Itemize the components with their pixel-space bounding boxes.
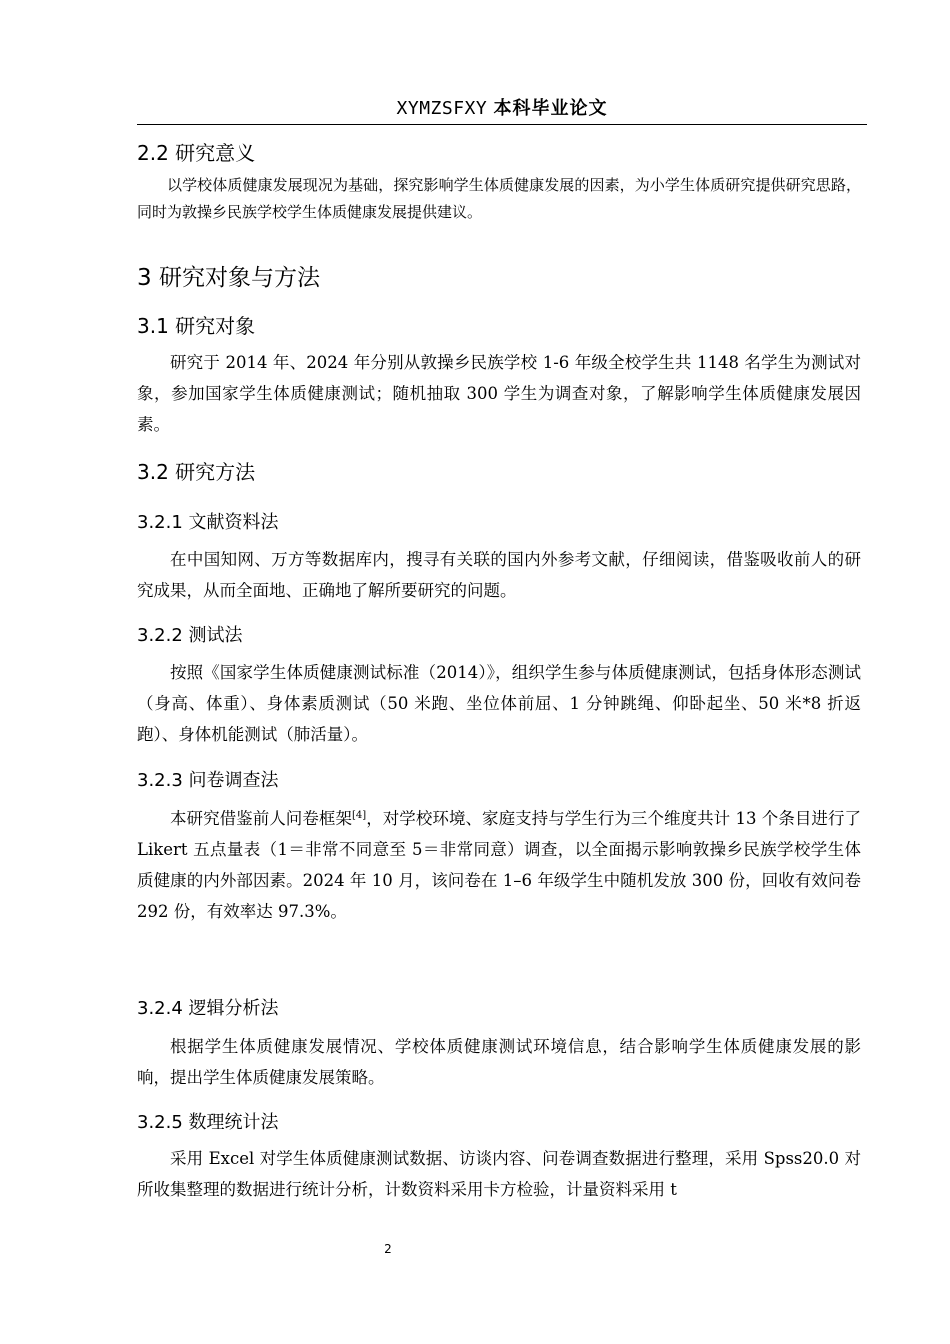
heading-3: 3 研究对象与方法	[137, 265, 320, 291]
paragraph-2-2: 以学校体质健康发展现况为基础，探究影响学生体质健康发展的因素，为小学生体质研究提供研究思路，同时为敦操乡民族学校学生体质健康发展提供建议。	[137, 176, 861, 221]
heading-3-2: 3.2 研究方法	[137, 460, 256, 484]
header-subtitle: 本科毕业论文	[493, 98, 608, 119]
paragraph-3-2-3-text-a: 本研究借鉴前人问卷框架	[170, 809, 352, 828]
paragraph-3-2-2: 按照《国家学生体质健康测试标准（2014）》，组织学生参与体质健康测试，包括身体形态测试（身高、体重）、身体素质测试（50 米跑、坐位体前屈、1 分钟跳绳、仰卧起坐、50 米*8 折返跑）、身体机能测试（肺活量）。	[137, 663, 861, 744]
paragraph-3-2-3	[137, 803, 861, 927]
header-institution: XYMZSFXY	[396, 98, 488, 119]
paragraph-3-1: 研究于 2014 年、2024 年分别从敦操乡民族学校 1-6 年级全校学生共 1148 名学生为测试对象，参加国家学生体质健康测试；随机抽取 300 学生为调查对象，了解影响学生体质健康发展因素。	[137, 353, 861, 434]
heading-3-2-5: 3.2.5 数理统计法	[137, 1112, 279, 1133]
citation-marker: [4]	[352, 810, 367, 821]
heading-3-2-2: 3.2.2 测试法	[137, 625, 243, 646]
running-header	[137, 96, 867, 125]
paragraph-3-2-3-text-b: ，对学校环境、家庭支持与学生行为三个维度共计 13 个条目进行了 Likert 五点量表（1＝非常不同意至 5＝非常同意）调查，以全面揭示影响敦操乡民族学校学生体质健康的内外部因素。2024 年 10 月，该问卷在 1–6 年级学生中随机发放 300 份，回收有效问卷 292 份，有效率达 97.3%。	[137, 809, 861, 921]
paragraph-3-2-5: 采用 Excel 对学生体质健康测试数据、访谈内容、问卷调查数据进行整理，采用 Spss20.0 对所收集整理的数据进行统计分析，计数资料采用卡方检验，计量资料采用 t	[137, 1149, 861, 1199]
heading-3-2-3: 3.2.3 问卷调查法	[137, 770, 279, 791]
page-number: 2	[384, 1242, 392, 1256]
heading-3-2-4: 3.2.4 逻辑分析法	[137, 998, 279, 1019]
paragraph-3-2-4: 根据学生体质健康发展情况、学校体质健康测试环境信息，结合影响学生体质健康发展的影响，提出学生体质健康发展策略。	[137, 1037, 861, 1087]
heading-2-2: 2.2 研究意义	[137, 141, 256, 165]
paragraph-3-2-1: 在中国知网、万方等数据库内，搜寻有关联的国内外参考文献，仔细阅读，借鉴吸收前人的研究成果，从而全面地、正确地了解所要研究的问题。	[137, 550, 861, 600]
heading-3-2-1: 3.2.1 文献资料法	[137, 512, 279, 533]
heading-3-1: 3.1 研究对象	[137, 314, 256, 338]
